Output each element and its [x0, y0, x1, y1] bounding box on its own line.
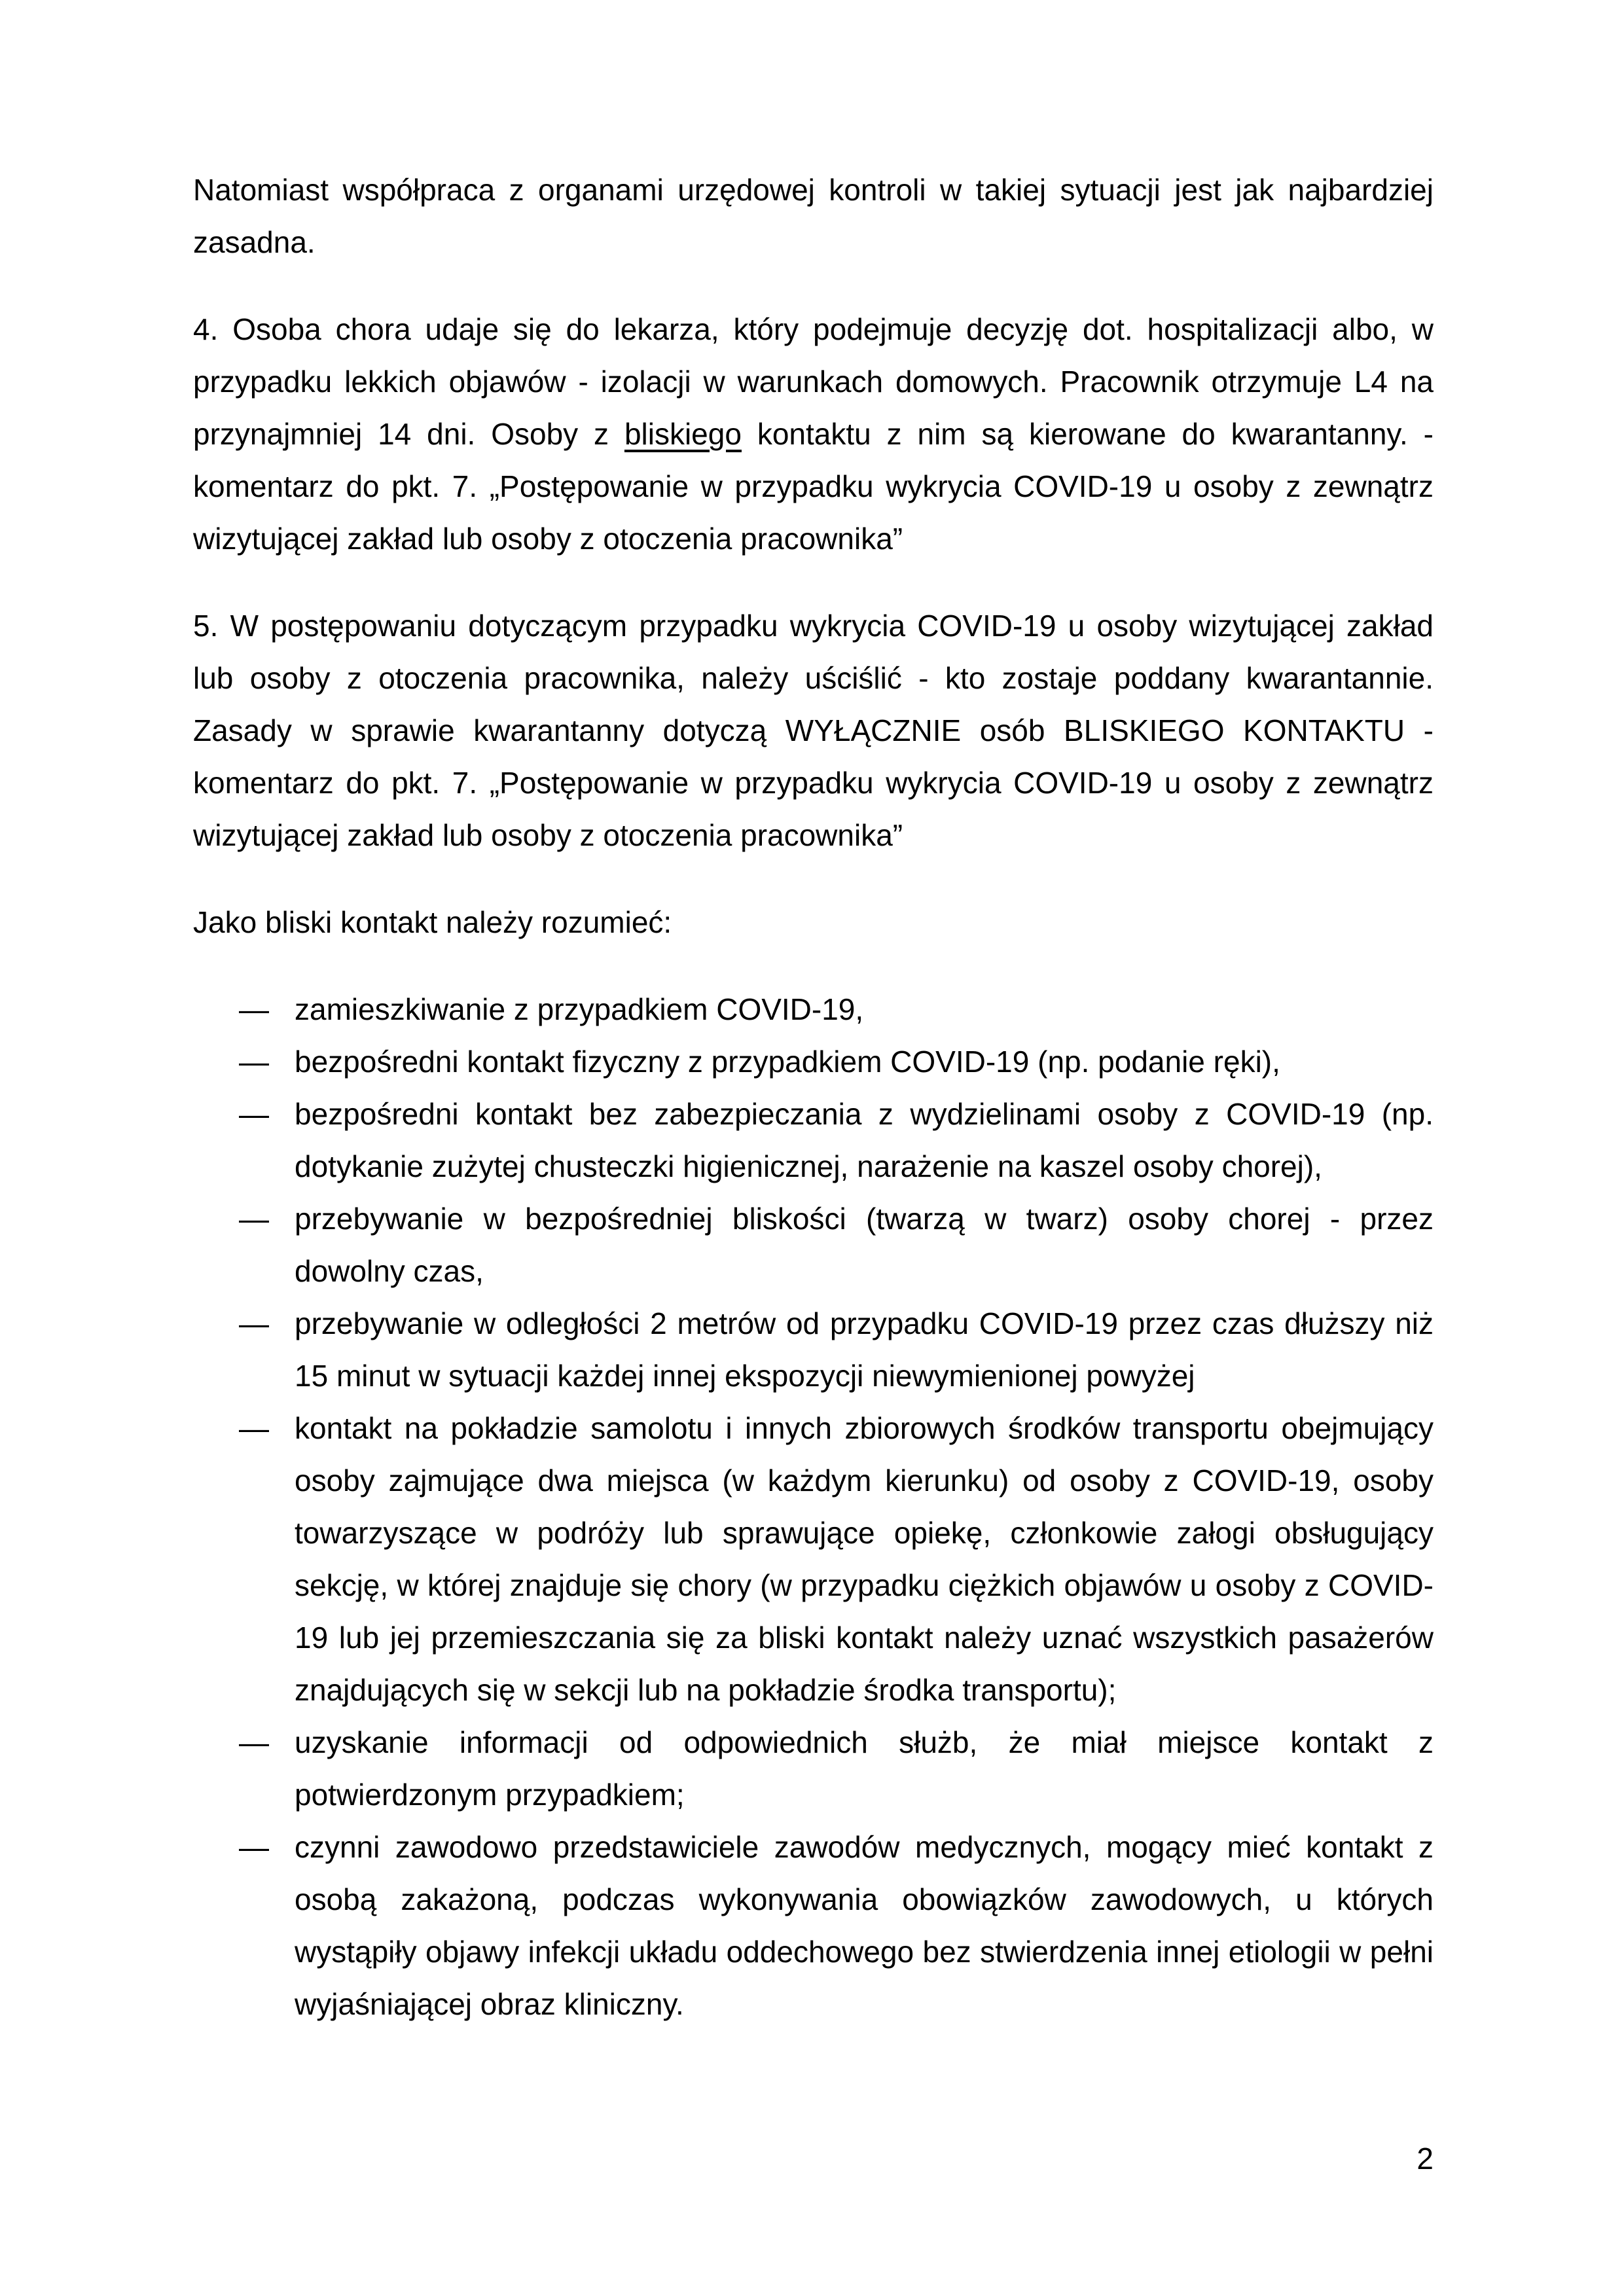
dash-bullet-icon: — — [239, 1725, 269, 1759]
dash-bullet-icon: — — [239, 1830, 269, 1864]
dash-bullet-icon: — — [239, 992, 269, 1026]
dash-bullet-icon: — — [239, 1097, 269, 1131]
paragraph-item-4-after: kontaktu z nim są kierowane do kwarantanny. - komentarz do pkt. 7. „Postępowanie w przypadku wykrycia COVID-19 u osoby z zewnątrz wizytującej zakład lub osoby z otoczenia pracownika” — [193, 417, 1434, 556]
list-item-text: uzyskanie informacji od odpowiednich służb, że miał miejsce kontakt z potwierdzonym przypadkiem; — [295, 1725, 1434, 1812]
list-item-text: przebywanie w odległości 2 metrów od przypadku COVID-19 przez czas dłuższy niż 15 minut w sytuacji każdej innej ekspozycji niewymienionej powyżej — [295, 1306, 1434, 1393]
dash-bullet-icon: — — [239, 1045, 269, 1079]
list-item — [193, 1821, 1434, 2030]
list-item — [193, 1402, 1434, 1716]
list-item-text: bezpośredni kontakt bez zabezpieczania z wydzielinami osoby z COVID-19 (np. dotykanie zużytej chusteczki higienicznej, narażenie na kaszel osoby chorej), — [295, 1097, 1434, 1183]
list-item — [193, 1035, 1434, 1088]
close-contact-list — [193, 983, 1434, 2030]
paragraph-item-4-before: 4. Osoba chora udaje się do lekarza, który podejmuje decyzję dot. hospitalizacji albo, w przypadku lekkich objawów - izolacji w warunkach domowych. Pracownik otrzymuje L4 na przynajmniej 14 dni. Osoby z — [193, 312, 1434, 451]
page-number: 2 — [1416, 2142, 1434, 2176]
paragraph-intro: Natomiast współpraca z organami urzędowej kontroli w takiej sytuacji jest jak najbardziej zasadna. — [193, 173, 1434, 259]
document-content — [193, 164, 1434, 2030]
list-heading: Jako bliski kontakt należy rozumieć: — [193, 905, 672, 939]
underlined-term: bliskiego — [624, 417, 742, 451]
list-item-text: kontakt na pokładzie samolotu i innych zbiorowych środków transportu obejmujący osoby zajmujące dwa miejsca (w każdym kierunku) od osoby z COVID-19, osoby towarzyszące w podróży lub sprawujące opiekę, członkowie załogi obsługujący sekcję, w której znajduje się chory (w przypadku ciężkich objawów u osoby z COVID-19 lub jej przemieszczania się za bliski kontakt należy uznać wszystkich pasażerów znajdujących się w sekcji lub na pokładzie środka transportu); — [295, 1411, 1434, 1707]
dash-bullet-icon: — — [239, 1202, 269, 1236]
list-item — [193, 1297, 1434, 1402]
list-item — [193, 1088, 1434, 1193]
dash-bullet-icon: — — [239, 1411, 269, 1445]
paragraph-item-4 — [193, 303, 1434, 565]
list-item-text: bezpośredni kontakt fizyczny z przypadkiem COVID-19 (np. podanie ręki), — [295, 1045, 1280, 1079]
paragraph-item-5: 5. W postępowaniu dotyczącym przypadku wykrycia COVID-19 u osoby wizytującej zakład lub osoby z otoczenia pracownika, należy uściślić - kto zostaje poddany kwarantannie. Zasady w sprawie kwarantanny dotyczą WYŁĄCZNIE osób BLISKIEGO KONTAKTU - komentarz do pkt. 7. „Postępowanie w przypadku wykrycia COVID-19 u osoby z zewnątrz wizytującej zakład lub osoby z otoczenia pracownika” — [193, 609, 1434, 852]
list-item-text: przebywanie w bezpośredniej bliskości (twarzą w twarz) osoby chorej - przez dowolny czas, — [295, 1202, 1434, 1288]
list-item — [193, 1716, 1434, 1821]
dash-bullet-icon: — — [239, 1306, 269, 1340]
list-item-text: czynni zawodowo przedstawiciele zawodów medycznych, mogący mieć kontakt z osobą zakażoną, podczas wykonywania obowiązków zawodowych, u których wystąpiły objawy infekcji układu oddechowego bez stwierdzenia innej etiologii w pełni wyjaśniającej obraz kliniczny. — [295, 1830, 1434, 2021]
list-item-text: zamieszkiwanie z przypadkiem COVID-19, — [295, 992, 864, 1026]
list-item — [193, 983, 1434, 1035]
list-item — [193, 1193, 1434, 1297]
